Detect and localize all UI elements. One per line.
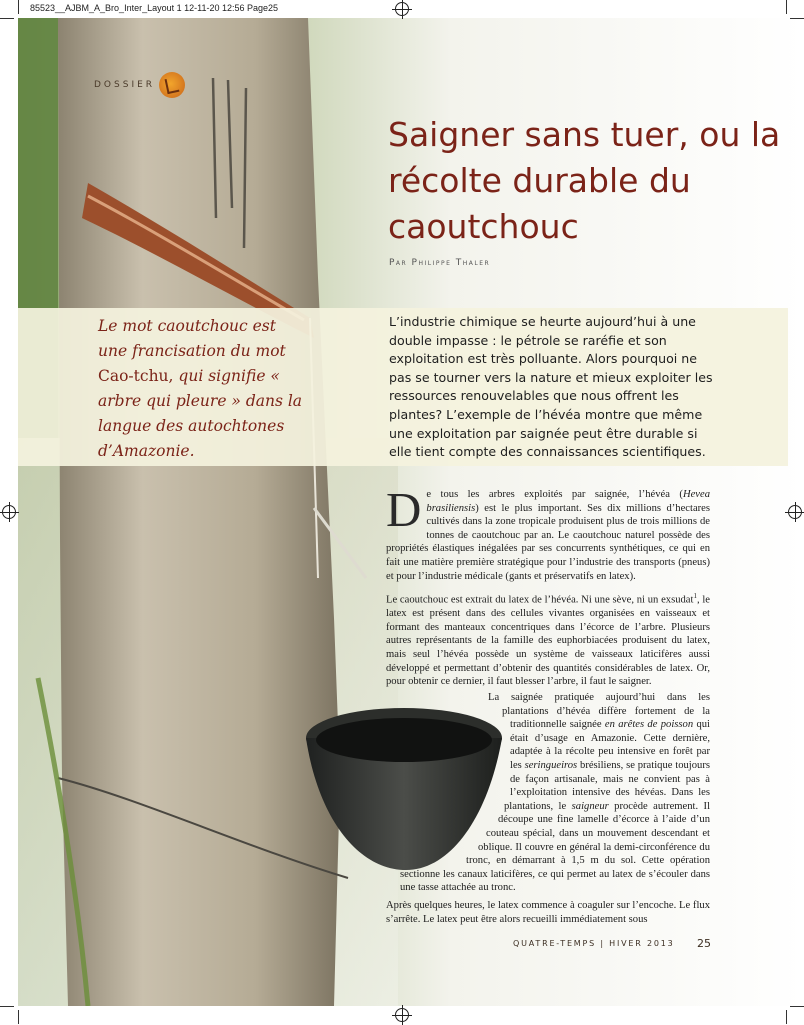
pull-quote-part: qui signifie « arbre qui pleure » dans la langue des autochtones d’Amazonie. [98,367,303,460]
pull-quote-term: Cao-tchu, [98,367,174,385]
registration-mark-icon [395,2,409,16]
crop-mark [18,0,19,14]
pull-quote [98,314,304,464]
section-label [94,72,185,98]
article-title: Saigner sans tuer, ou la récolte durable du caoutchouc [388,115,781,246]
drop-cap: D [386,482,422,537]
dossier-leaf-icon [159,72,185,98]
body-paragraph-3 [400,691,710,895]
body-paragraph-4: Après quelques heures, le latex commence à coaguler sur l’encoche. Le flux s’arrête. Le latex peut être alors recueilli immédiatement sous [386,900,710,925]
footnote-ref: 1 [693,592,697,600]
body-text: qui était d’usage en Amazonie. Cette dernière, adaptée à la récolte peu intensive en forêt par les [510,719,710,771]
crop-mark [0,18,14,19]
species-name: Hevea brasiliensis [426,489,710,514]
body-paragraph-1 [386,482,710,583]
crop-mark [790,18,804,19]
body-text: e tous les arbres exploités par saignée, l’hévéa ( [426,489,683,500]
crop-mark [790,1006,804,1007]
body-text: Le caoutchouc est extrait du latex de l’hévéa. Ni une sève, ni un exsudat [386,594,694,606]
italic-term: seringueiros [524,759,578,771]
section-name: DOSSIER [94,80,156,90]
body-text: La saignée pratiquée aujourd’hui dans les plantations d’hévéa diffère fortement de la traditionnelle saignée [488,692,710,731]
crop-mark [0,1006,14,1007]
crop-mark [786,1010,787,1024]
crop-mark [786,0,787,14]
registration-mark-icon [2,505,16,519]
body-paragraph-2 [386,590,710,689]
body-text: brésiliens, se pratique toujours de façon artisanale, mais ne convient pas à l’exploitation intensive des hévéas. Dans les plantations, le [504,759,710,812]
body-text: , le latex est présent dans des cellules vivantes organisées en vaisseaux et formant des manteaux concentriques dans l’écorce de l’arbre. Plusieurs autres représentants de la famille des euphorbiacées produisent du latex, mais seul l’hévéa possède un système de vaisseaux laticifères aussi développé et permettant d’obtenir des quantités considérables de latex. Or, pour obtenir ce dernier, il faut blesser l’arbre, il faut le saigner. [386,594,710,688]
registration-mark-icon [788,505,802,519]
body-text: ) est le plus important. Ses dix millions d’hectares cultivés dans la zone tropicale produisent plus de trois millions de tonnes de caoutchouc par an. Le caoutchouc naturel possède des propriétés élastiques inégalées par ses concurrents synthétiques, ce qui en fait une matière première stratégique pour l’industrie des transports (pneus) et pour l’industrie médicale (gants et préservatifs en latex). [386,502,710,582]
body-text: procède autrement. Il découpe une fine lamelle d’écorce à l’aide d’un couteau spécial, dans un mouvement descendant et oblique. Il couvre en général la demi-circonférence du tronc, en démarrant à 1,5 m du sol. Cette opération sectionne les canaux laticifères, ce qui permet au latex de s’écouler dans une tasse attachée au tronc. [400,800,711,894]
italic-term: saigneur [571,800,609,812]
magazine-footer: QUATRE-TEMPS | HIVER 2013 [513,939,675,948]
article-byline: Par Philippe Thaler [389,258,491,268]
article-lede: L’industrie chimique se heurte aujourd’hui à une double impasse : le pétrole se raréfie et son exploitation est très polluante. Alors pourquoi ne pas se tourner vers la nature et mieux exploiter les ressources renouvelables que nous offrent les plantes? L’exemple de l’hévéa montre que même une exploitation par saignée peut être durable si elle tient compte des connaissances scientifiques. [389,314,713,460]
italic-term: en arêtes de poisson [604,719,694,731]
pull-quote-part: Le mot caoutchouc est une francisation du mot [98,317,286,360]
crop-mark [18,1010,19,1024]
print-slug: 85523__AJBM_A_Bro_Inter_Layout 1 12-11-20 12:56 Page25 [30,3,279,13]
registration-mark-icon [395,1008,409,1022]
page-number: 25 [697,937,711,950]
